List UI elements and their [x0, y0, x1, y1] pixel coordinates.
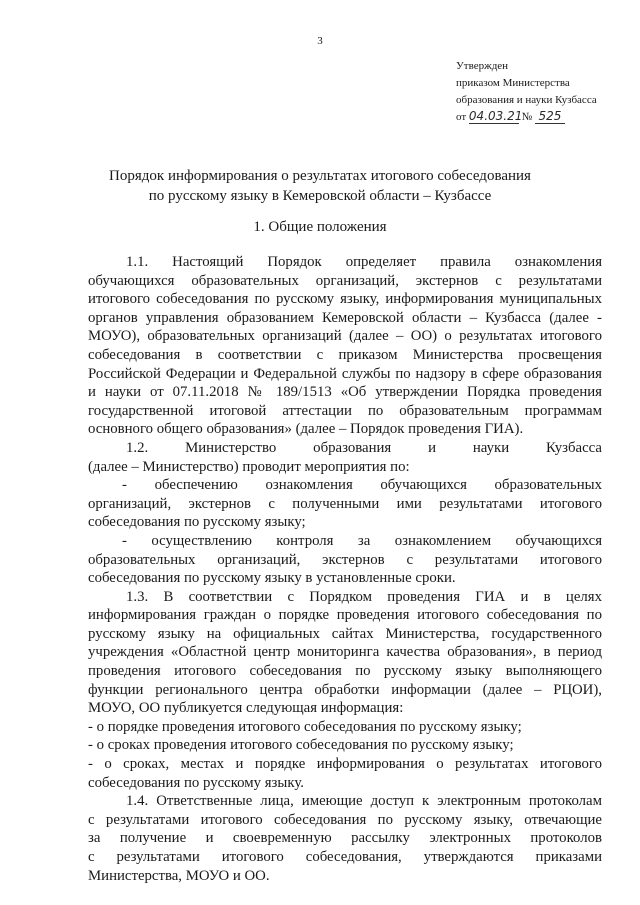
paragraph-line: 1.3. В соответствии с Порядком проведения ГИА и в целях [126, 588, 602, 605]
paragraph-line: 1.4. Ответственные лица, имеющие доступ к электронным протоколам [126, 793, 602, 810]
list-item-line: - осуществлению контроля за ознакомлением обучающихся [122, 532, 602, 549]
paragraph-line: собеседования в соответствии с приказом Министерства просвещения [88, 346, 602, 363]
paragraph-line: русскому языку на официальных сайтах Министерства, государственного [88, 625, 602, 642]
paragraph-line: государственной итоговой аттестации по образовательным программам [88, 402, 602, 419]
paragraph-line: учреждения «Областной центр мониторинга качества образования», в период [88, 644, 602, 661]
approval-line: приказом Министерства [456, 77, 570, 89]
list-item-line: образовательных организаций, экстернов с результатами итогового [88, 551, 602, 568]
paragraph-line: МОУО), образовательных организаций (далее – ОО) о результатах итогового [88, 328, 602, 345]
paragraph-line: 1.1. Настоящий Порядок определяет правила ознакомления [126, 254, 602, 270]
paragraph-line: основного общего образования» (далее – Порядок проведения ГИА). [88, 421, 524, 438]
list-item-line: организаций, экстернов с полученными ими результатами итогового [88, 495, 602, 512]
paragraph-line: и науки от 07.11.2018 № 189/1513 «Об утверждении Порядка проведения [88, 384, 602, 401]
paragraph-line: проведения итогового собеседования по русскому языку выполняющего [88, 663, 602, 680]
list-item-line: собеседования по русскому языку в установленные сроки. [88, 570, 456, 587]
paragraph-line: Министерства, МОУО и ОО. [88, 867, 270, 884]
approval-date-number [456, 109, 597, 126]
title-line: Порядок информирования о результатах итогового собеседования [109, 168, 531, 184]
approval-line: образования и науки Кузбасса [456, 94, 597, 106]
paragraph-line: с результатами итогового собеседования по русскому языку, отвечающие [88, 811, 602, 828]
paragraph-line: за получение и своевременную рассылку электронных протоколов [88, 830, 602, 847]
list-item-line: собеседования по русскому языку. [88, 774, 304, 791]
paragraph-line: органов управления образованием Кемеровской области – Кузбасса (далее - [88, 309, 602, 326]
approval-stamp-block [456, 58, 597, 126]
paragraph-line: Российской Федерации и Федеральной службы по надзору в сфере образования [88, 365, 602, 382]
date-prefix: от [456, 111, 467, 123]
section-heading: 1. Общие положения [253, 219, 387, 235]
paragraph-line: 1.2. Министерство образования и науки Кузбасса [126, 439, 602, 456]
number-prefix: № [521, 111, 533, 123]
list-item-line: - о сроках проведения итогового собеседования по русскому языку; [88, 737, 514, 754]
paragraph-line: функции регионального центра обработки информации (далее – РЦОИ), [88, 681, 602, 698]
paragraph-line: информирования граждан о порядке проведения итогового собеседования по [88, 607, 602, 624]
handwritten-number: 525 [535, 110, 565, 124]
list-item-line: собеседования по русскому языку; [88, 514, 306, 531]
approval-line: Утвержден [456, 60, 509, 72]
document-title [0, 166, 640, 206]
handwritten-date: 04.03.21 [468, 109, 523, 123]
list-item-line: - о сроках, местах и порядке информирования о результатах итогового [88, 756, 602, 773]
page-number: 3 [317, 35, 323, 47]
paragraph-line: (далее – Министерство) проводит мероприятия по: [88, 458, 410, 475]
title-line: по русскому языку в Кемеровской области – Кузбассе [148, 188, 492, 204]
list-item-line: - о порядке проведения итогового собеседования по русскому языку; [88, 718, 522, 735]
paragraph-line: МОУО, ОО публикуется следующая информация: [88, 700, 404, 717]
paragraph-line: обучающихся образовательных организаций, экстернов с результатами [88, 272, 602, 289]
paragraph-line: с результатами итогового собеседования, утверждаются приказами [88, 849, 602, 865]
paragraph-line: итогового собеседования по русскому языку, информирования муниципальных [88, 291, 602, 308]
document-body [88, 253, 602, 885]
list-item-line: - обеспечению ознакомления обучающихся образовательных [122, 477, 602, 494]
